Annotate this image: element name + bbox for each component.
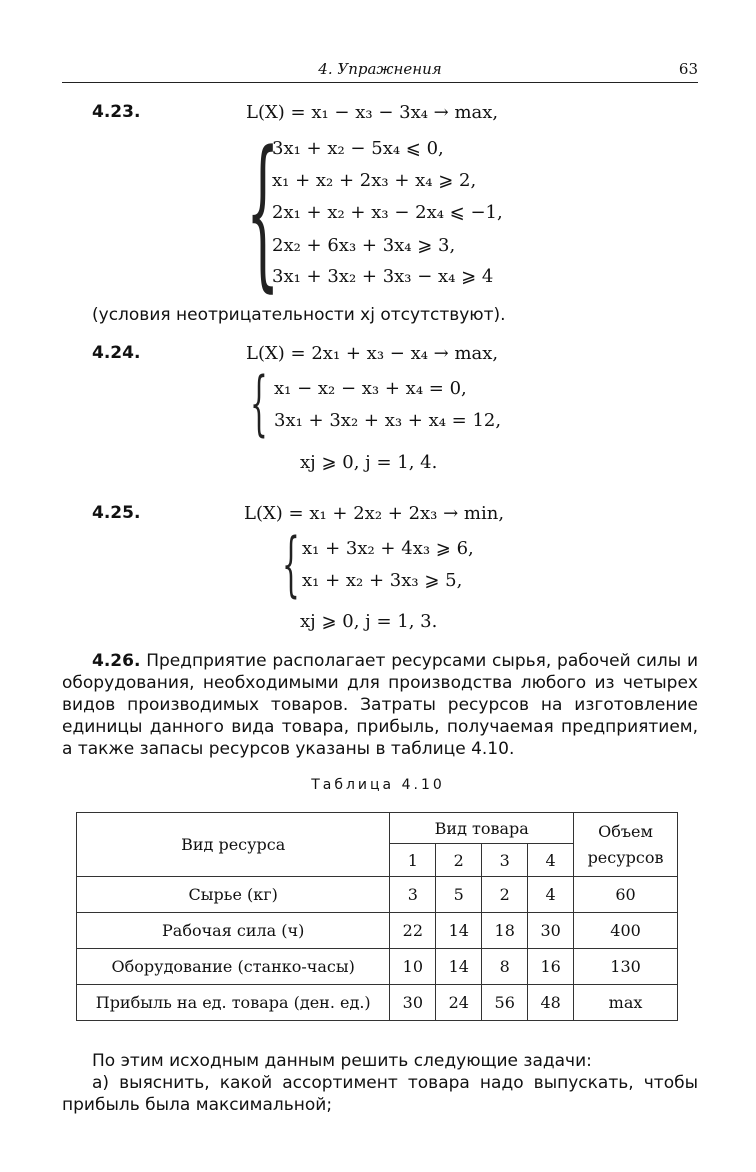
table-caption: Таблица 4.10 [311, 777, 445, 793]
objective-function: L(X) = x₁ − x₃ − 3x₄ → max, [246, 102, 499, 123]
table-cell: 22 [390, 913, 436, 949]
task-item-a: а) выяснить, какой ассортимент товара надо выпускать, чтобы прибыль была максимальной; [62, 1073, 698, 1115]
table-cell: 56 [482, 985, 528, 1021]
constraint-line: 2x₂ + 6x₃ + 3x₄ ⩾ 3, [272, 235, 456, 256]
left-brace: { [246, 116, 280, 307]
table-cell: 60 [574, 877, 678, 913]
resource-table [76, 812, 678, 1021]
table-row [77, 949, 678, 985]
left-brace: { [250, 362, 268, 444]
header-product: Вид товара [390, 813, 574, 844]
table-cell: 4 [528, 877, 574, 913]
table-cell: max [574, 985, 678, 1021]
constraint-line: 3x₁ + 3x₂ + 3x₃ − x₄ ⩾ 4 [272, 266, 494, 287]
nonnegativity-condition: xj ⩾ 0, j = 1, 3. [300, 611, 438, 632]
table-cell: 130 [574, 949, 678, 985]
table-row [77, 877, 678, 913]
row-label: Оборудование (станко-часы) [77, 949, 390, 985]
table-cell: 14 [436, 949, 482, 985]
task-intro: По этим исходным данным решить следующие задачи: [92, 1051, 592, 1071]
constraint-line: x₁ − x₂ − x₃ + x₄ = 0, [274, 378, 467, 399]
product-number: 3 [482, 844, 528, 877]
objective-function: L(X) = 2x₁ + x₃ − x₄ → max, [246, 343, 499, 364]
problem-number: 4.23. [92, 102, 141, 122]
table-cell: 8 [482, 949, 528, 985]
nonnegativity-note: (условия неотрицательности xj отсутствуют). [92, 305, 506, 325]
table-cell: 48 [528, 985, 574, 1021]
table-cell: 2 [482, 877, 528, 913]
header-stock: Объем ресурсов [574, 813, 678, 877]
running-header [62, 60, 698, 83]
table-row [77, 985, 678, 1021]
row-label: Прибыль на ед. товара (ден. ед.) [77, 985, 390, 1021]
table-cell: 5 [436, 877, 482, 913]
table-cell: 24 [436, 985, 482, 1021]
row-label: Сырье (кг) [77, 877, 390, 913]
section-title: 4. Упражнения [318, 60, 442, 78]
header-resource: Вид ресурса [77, 813, 390, 877]
left-brace: { [282, 523, 300, 605]
table-cell: 16 [528, 949, 574, 985]
page-number: 63 [678, 60, 698, 78]
table-cell: 14 [436, 913, 482, 949]
constraint-line: 3x₁ + 3x₂ + x₃ + x₄ = 12, [274, 410, 502, 431]
table-cell: 400 [574, 913, 678, 949]
constraint-line: x₁ + 3x₂ + 4x₃ ⩾ 6, [302, 538, 474, 559]
table-row [77, 913, 678, 949]
constraint-line: 3x₁ + x₂ − 5x₄ ⩽ 0, [272, 138, 444, 159]
product-number: 1 [390, 844, 436, 877]
constraint-line: x₁ + x₂ + 2x₃ + x₄ ⩾ 2, [272, 170, 477, 191]
constraint-line: x₁ + x₂ + 3x₃ ⩾ 5, [302, 570, 463, 591]
table-cell: 30 [528, 913, 574, 949]
problem-number: 4.25. [92, 503, 141, 523]
problem-text: Предприятие располагает ресурсами сырья, рабочей силы и оборудования, необходимыми для производства любого из четырех видов производимых товаров. Затраты ресурсов на изготовление единицы данного вида товара, прибыль, получаемая предприятием, а также запасы ресурсов указаны в таблице 4.10. [62, 651, 698, 759]
objective-function: L(X) = x₁ + 2x₂ + 2x₃ → min, [244, 503, 505, 524]
constraint-line: 2x₁ + x₂ + x₃ − 2x₄ ⩽ −1, [272, 202, 503, 223]
table-cell: 10 [390, 949, 436, 985]
row-label: Рабочая сила (ч) [77, 913, 390, 949]
problem-paragraph [62, 650, 698, 760]
problem-number: 4.26. [92, 651, 141, 671]
product-number: 2 [436, 844, 482, 877]
table-cell: 30 [390, 985, 436, 1021]
nonnegativity-condition: xj ⩾ 0, j = 1, 4. [300, 452, 438, 473]
table-cell: 3 [390, 877, 436, 913]
problem-number: 4.24. [92, 343, 141, 363]
product-number: 4 [528, 844, 574, 877]
table-cell: 18 [482, 913, 528, 949]
